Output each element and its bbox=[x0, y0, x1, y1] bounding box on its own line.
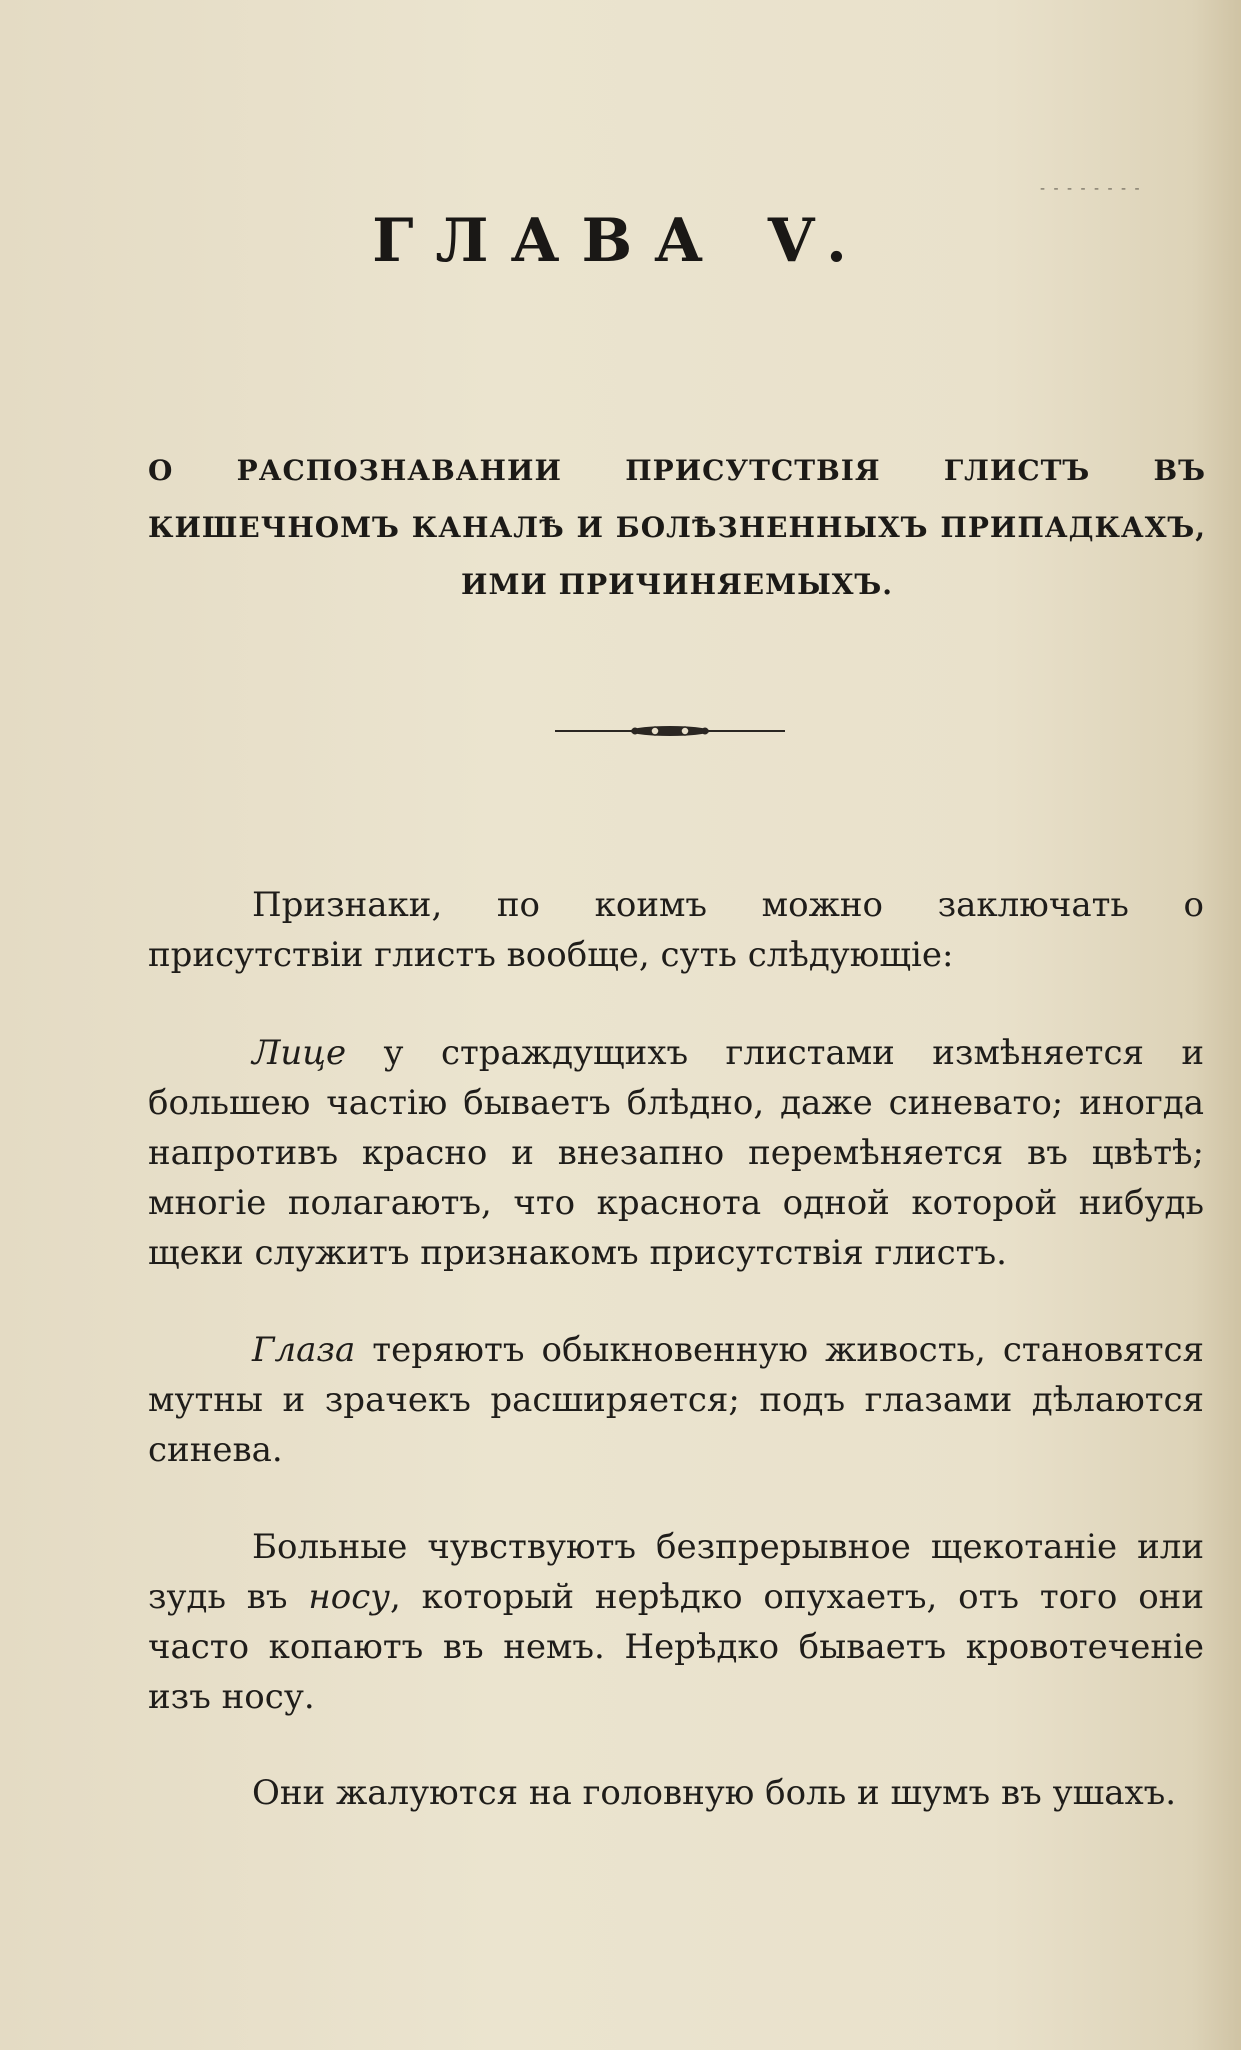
paragraph-text: Признаки, по коимъ можно заключать о присутствіи глистъ вообще, суть слѣдующіе: bbox=[148, 885, 1204, 975]
margin-marks: - - - - - - - - bbox=[1040, 181, 1142, 197]
paragraph-text: теряютъ обыкновенную живость, становятся мутны и зрачекъ расширяется; подъ глазами дѣлаются синева. bbox=[148, 1330, 1204, 1470]
paragraph-signs-intro bbox=[148, 880, 1204, 980]
ornament-divider bbox=[555, 718, 785, 744]
paragraph-headache bbox=[148, 1768, 1204, 1818]
paragraph-eyes bbox=[148, 1325, 1204, 1475]
paragraph-nose bbox=[148, 1522, 1204, 1722]
chapter-subtitle: О РАСПОЗНАВАНИИ ПРИСУТСТВІЯ ГЛИСТЪ ВЪ КИШЕЧНОМЪ КАНАЛѢ И БОЛѢЗНЕННЫХЪ ПРИПАДКАХЪ, ИМИ ПРИЧИНЯЕМЫХЪ. bbox=[148, 454, 1206, 601]
paragraph-text: Они жалуются на головную боль и шумъ въ ушахъ. bbox=[252, 1773, 1177, 1813]
paragraph-text-after: , который нерѣдко опухаетъ, отъ того они часто копаютъ въ немъ. Нерѣдко бываетъ кровотеченіе изъ носу. bbox=[148, 1577, 1204, 1717]
term-face: Лице bbox=[252, 1033, 347, 1073]
paragraph-face bbox=[148, 1028, 1204, 1278]
paragraph-text-before: Больные чувствуютъ безпрерывное щекотаніе или зудь въ bbox=[148, 1527, 1204, 1617]
paragraph-text: у страждущихъ глистами измѣняется и большею частію бываетъ блѣдно, даже синевато; иногда напротивъ красно и внезапно перемѣняется въ цвѣтѣ; многіе полагаютъ, что краснота одной которой нибудь щеки служитъ признакомъ присутствія глистъ. bbox=[148, 1033, 1204, 1273]
term-nose: носу bbox=[308, 1577, 390, 1617]
chapter-title: ГЛАВА V. bbox=[372, 206, 869, 276]
term-eyes: Глаза bbox=[252, 1330, 356, 1370]
